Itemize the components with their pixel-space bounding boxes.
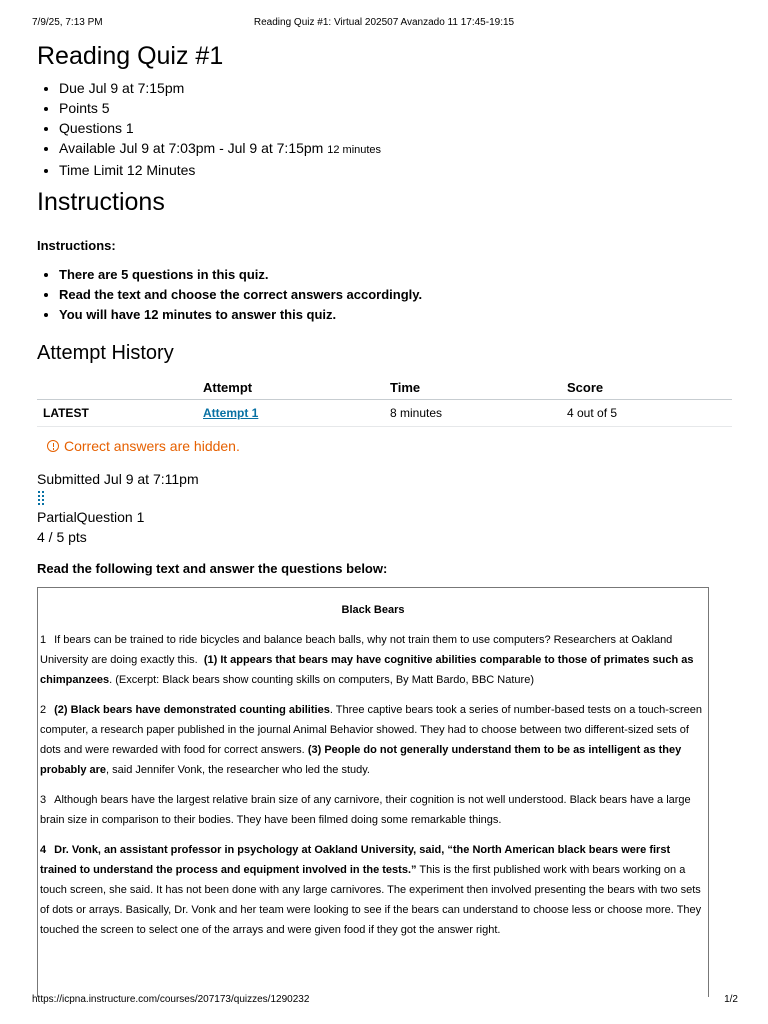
availability-range: Available Jul 9 at 7:03pm - Jul 9 at 7:15pm <box>59 140 324 156</box>
passage-paragraph-3 <box>40 790 706 830</box>
paragraph-text: , said Jennifer Vonk, the researcher who led the study. <box>106 764 370 776</box>
paragraph-text: This is the first published work with bears working on a touch screen, she said. It has not been done with any large carnivores. The experiment then involved presenting the bears with two sets of dots or arrays. Basically, Dr. Vonk and her team were looking to see if the bears can understand to choose less or choose more. They touched the screen to select one of the arrays and were given food if they got the answer right. <box>40 864 702 936</box>
print-url: https://icpna.instructure.com/courses/207173/quizzes/1290232 <box>32 994 310 1005</box>
paragraph-bold-text: Dr. Vonk, an assistant professor in psychology at Oakland University, said, “the North American black bears were first trained to understand the process and equipment involved in the tests.” <box>40 844 671 876</box>
paragraph-text: . Three captive bears took a series of number-based tests on a touch-screen computer, a research paper published in the journal Animal Behavior showed. They had to choose between two different-sized sets of dots and were rewarded with food for correct answers. <box>40 704 702 756</box>
paragraph-bold-text: (3) People do not generally understand them to be as intelligent as they probably are <box>40 744 682 776</box>
availability-duration: 12 minutes <box>327 144 382 156</box>
reading-passage <box>37 587 709 997</box>
instructions-heading: Instructions <box>37 188 165 216</box>
question-points: 4 / 5 pts <box>37 529 87 545</box>
question-label: PartialQuestion 1 <box>37 509 145 525</box>
instructions-label: Instructions: <box>37 238 116 253</box>
passage-paragraph-1 <box>40 630 706 690</box>
passage-paragraph-4 <box>40 840 706 940</box>
paragraph-bold-text: (2) Black bears have demonstrated counting abilities <box>54 704 330 716</box>
points: • Points 5 <box>59 98 737 118</box>
quiz-content <box>37 38 737 579</box>
print-date: 7/9/25, 7:13 PM <box>32 17 103 28</box>
table-row <box>37 400 732 427</box>
paragraph-number: 2 <box>40 704 47 716</box>
print-title: Reading Quiz #1: Virtual 202507 Avanzado 11 17:45-19:15 <box>253 17 515 28</box>
column-header-attempt: Attempt <box>197 375 384 400</box>
instruction-item: • Read the text and choose the correct answers accordingly. <box>59 285 737 305</box>
passage-title: Black Bears <box>341 604 405 616</box>
instructions-list <box>37 265 737 325</box>
quiz-details <box>37 78 737 180</box>
reading-instruction: Read the following text and answer the questions below: <box>37 561 388 576</box>
time-limit: • Time Limit 12 Minutes <box>59 160 737 180</box>
column-header-time: Time <box>384 375 561 400</box>
paragraph-text: Although bears have the largest relative brain size of any carnivore, their cognition is not well understood. Black bears have a large brain size in comparison to their bodies. They have been filmed doing some remarkable things. <box>40 794 691 826</box>
attempt-history-heading: Attempt History <box>37 342 174 364</box>
instruction-item: • There are 5 questions in this quiz. <box>59 265 737 285</box>
quiz-title: Reading Quiz #1 <box>37 42 224 70</box>
column-header-score: Score <box>561 375 732 400</box>
paragraph-bold-text: (1) It appears that bears may have cognitive abilities comparable to those of primates such as chimpanzees <box>40 654 694 686</box>
paragraph-number: 3 <box>40 794 47 806</box>
attempt-history-table <box>37 375 732 427</box>
answers-hidden-text: Correct answers are hidden. <box>64 438 240 454</box>
page-number: 1/2 <box>724 994 738 1005</box>
paragraph-number: 4 <box>40 844 47 856</box>
submitted-time: Submitted Jul 9 at 7:11pm <box>37 471 199 487</box>
latest-label: LATEST <box>37 400 197 427</box>
attempt-cell <box>197 400 384 427</box>
drag-handle-icon[interactable] <box>37 491 45 505</box>
table-header-row <box>37 375 732 400</box>
warning-circle-icon <box>47 440 59 452</box>
score-cell: 4 out of 5 <box>561 400 732 427</box>
availability <box>59 138 737 160</box>
instruction-item: • You will have 12 minutes to answer this quiz. <box>59 305 737 325</box>
time-cell: 8 minutes <box>384 400 561 427</box>
due-date: • Due Jul 9 at 7:15pm <box>59 78 737 98</box>
passage-paragraph-2 <box>40 700 706 780</box>
paragraph-number: 1 <box>40 634 47 646</box>
paragraph-text: . (Excerpt: Black bears show counting skills on computers, By Matt Bardo, BBC Nature) <box>109 674 534 686</box>
attempt-link[interactable]: Attempt 1 <box>203 406 259 420</box>
paragraph-text: If bears can be trained to ride bicycles and balance beach balls, why not train them to use computers? Researchers at Oakland University are doing exactly this. <box>40 634 673 666</box>
answers-hidden-notice <box>47 437 737 455</box>
question-count: • Questions 1 <box>59 118 737 138</box>
column-header-blank <box>37 375 197 400</box>
